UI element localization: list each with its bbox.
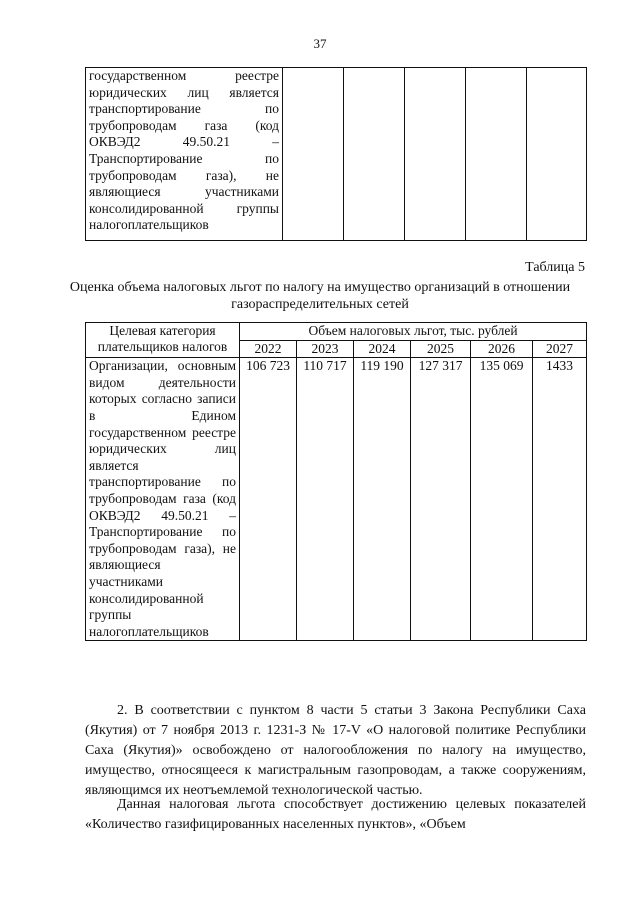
year-header: 2026: [471, 340, 533, 358]
paragraph: 2. В соответствии с пунктом 8 части 5 статьи 3 Закона Республики Саха (Якутия) от 7 ноября 2013 г. 1231-З № 17-V «О налоговой политике Республики Саха (Якутия)» освобождено от налогообложения по налогу на имущество, имущество, относящееся к магистральным газопроводам, а также сооружениям, являющимся их неотъемлемой технологической частью.: [85, 703, 586, 798]
value-cell: [405, 68, 466, 241]
table-label: Таблица 5: [525, 260, 585, 275]
value-cell: 127 317: [411, 358, 471, 641]
header-volume: Объем налоговых льгот, тыс. рублей: [240, 323, 587, 341]
value-cell: [344, 68, 405, 241]
value-cell: [283, 68, 344, 241]
paragraph: Данная налоговая льгота способствует достижению целевых показателей «Количество газифицированных населенных пунктов», «Объем: [85, 797, 586, 832]
value-cell: 106 723: [240, 358, 297, 641]
header-row: [86, 323, 587, 341]
value-cell: 1433: [533, 358, 587, 641]
value-cell: 110 717: [297, 358, 354, 641]
value-cell: [527, 68, 587, 241]
tax-benefit-table: [85, 322, 587, 641]
category-cell: Организации, основным видом деятельности которых согласно записи в Едином государственном реестре юридических лиц является транспортирование по трубопроводам газа (код ОКВЭД2 49.50.21 – Транспортирование по трубопроводам газа), не являющиеся участниками консолидированной группы налогоплательщиков: [86, 358, 240, 641]
page-number: 37: [313, 36, 327, 51]
header-category: Целевая категория плательщиков налогов: [86, 323, 240, 358]
category-cell: государственном реестре юридических лиц является транспортирование по трубопроводам газа (код ОКВЭД2 49.50.21 – Транспортирование по трубопроводам газа), не являющиеся участниками консолидированной группы налогоплательщиков: [86, 68, 283, 241]
value-cell: 135 069: [471, 358, 533, 641]
year-header: 2027: [533, 340, 587, 358]
table-row: [86, 358, 587, 641]
year-header: 2024: [354, 340, 411, 358]
continued-table: [85, 67, 587, 241]
year-header: 2022: [240, 340, 297, 358]
table-caption: Оценка объема налоговых льгот по налогу на имущество организаций в отношении газораспределительных сетей: [69, 280, 571, 312]
value-cell: [466, 68, 527, 241]
table-row: [86, 68, 587, 241]
value-cell: 119 190: [354, 358, 411, 641]
year-header: 2025: [411, 340, 471, 358]
year-header: 2023: [297, 340, 354, 358]
